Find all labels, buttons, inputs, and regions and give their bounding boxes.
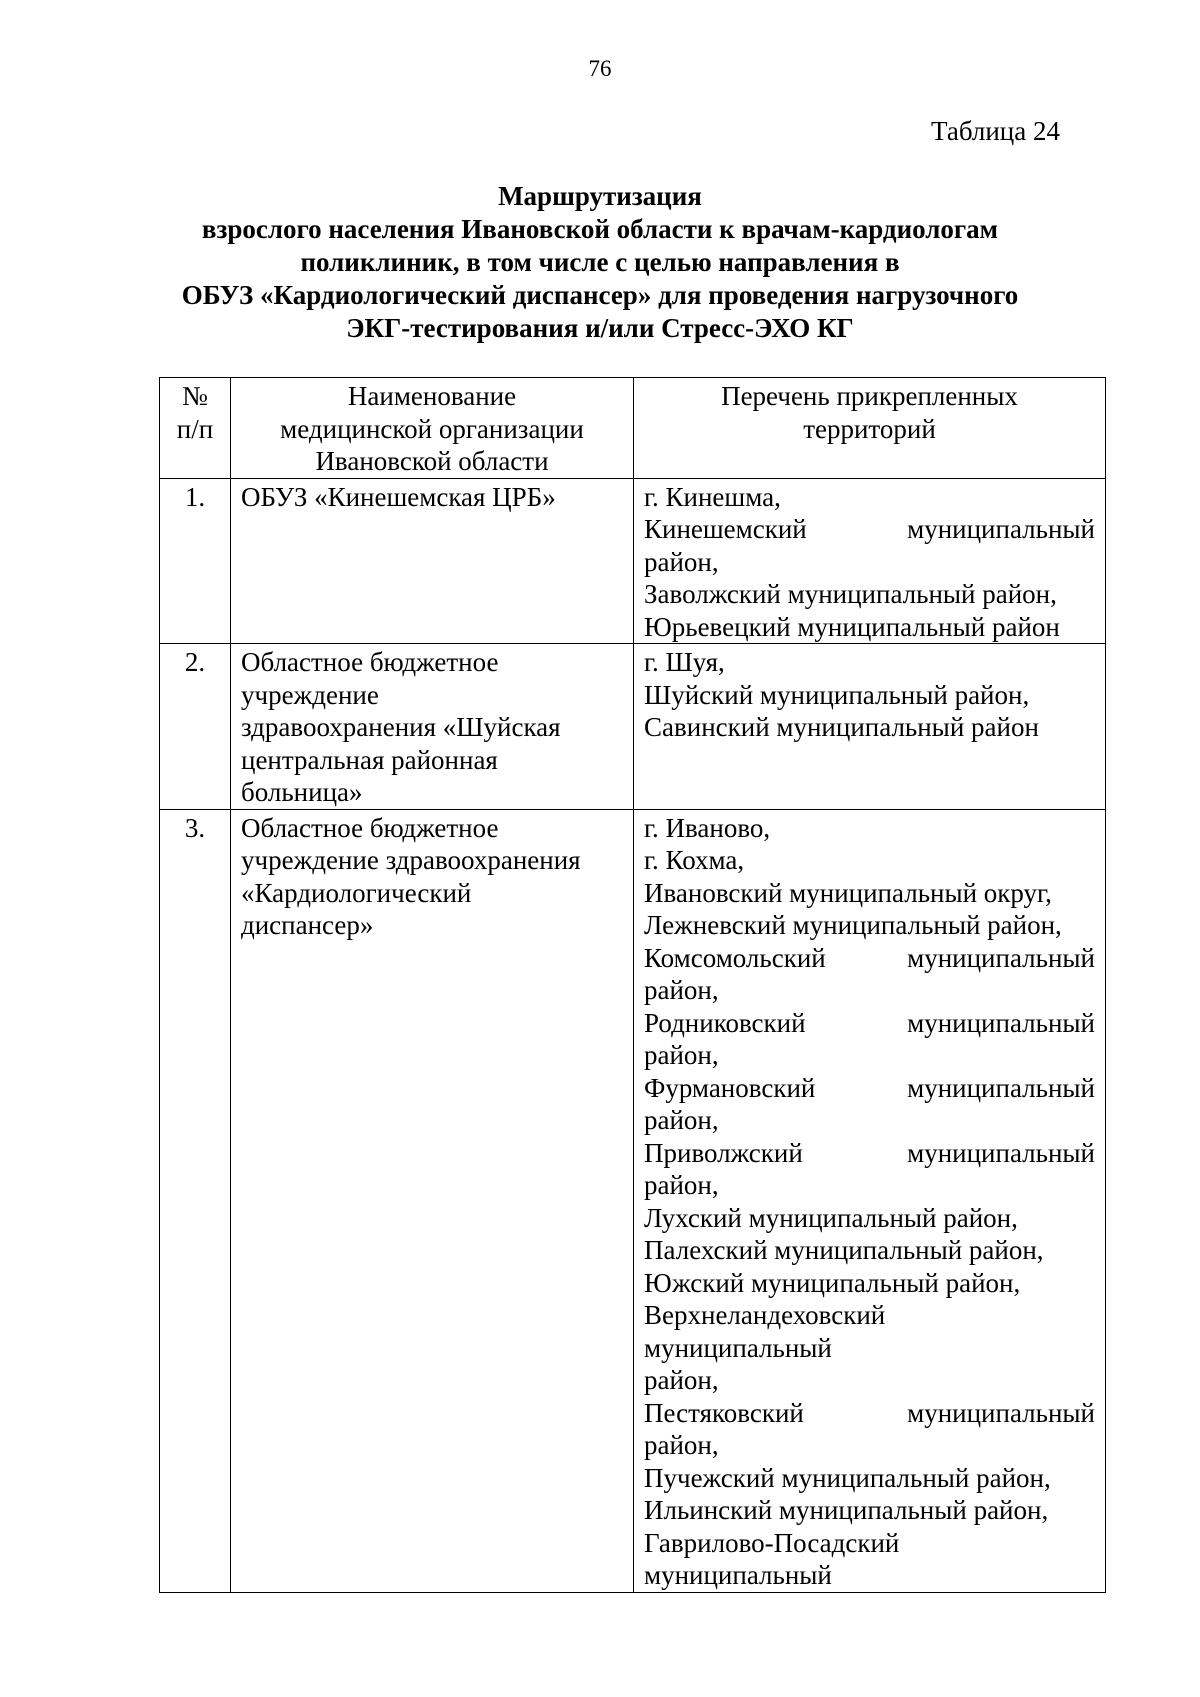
territory-line: Ильинский муниципальный район, <box>644 1495 1049 1525</box>
territory-line: Фурмановский муниципальный <box>644 1072 1095 1103</box>
header-organization <box>231 378 634 479</box>
org-line: Областное бюджетное <box>241 647 499 677</box>
territory-line: район, <box>644 546 719 577</box>
table-caption: Таблица 24 <box>931 116 1060 146</box>
header-territories <box>634 378 1106 479</box>
territory-line: район, <box>644 1170 719 1200</box>
territory-line: г. Иваново, <box>644 812 771 843</box>
territory-line: Савинский муниципальный район <box>644 712 1039 742</box>
territory-line: Южский муниципальный район, <box>644 1267 1021 1298</box>
table-row <box>160 644 1106 810</box>
territory-line: Юрьевецкий муниципальный район <box>644 611 1060 642</box>
title-line: ОБУЗ «Кардиологический диспансер» для проведения нагрузочного <box>181 280 1019 310</box>
territory-line: район, <box>644 1105 719 1135</box>
table-header-row <box>160 378 1106 479</box>
territory-line: Пестяковский муниципальный <box>644 1397 1095 1428</box>
organization-cell <box>231 644 634 810</box>
territory-line: Шуйский муниципальный район, <box>644 679 1030 710</box>
table-row <box>160 478 1106 644</box>
org-line: больница» <box>241 777 363 807</box>
territory-line: район, <box>644 1365 719 1395</box>
territories-cell <box>634 478 1106 644</box>
org-line: ОБУЗ «Кинешемская ЦРБ» <box>241 481 556 512</box>
territory-line: район, <box>644 1430 719 1460</box>
territory-line: Комсомольский муниципальный <box>644 942 1095 973</box>
organization-cell <box>231 478 634 644</box>
territory-line: район, <box>644 975 719 1005</box>
territory-line: Пучежский муниципальный район, <box>644 1462 1051 1493</box>
territory-line: Палехский муниципальный район, <box>644 1235 1044 1265</box>
territory-line: Верхнеландеховский <box>644 1300 886 1330</box>
routing-table <box>159 377 1106 1593</box>
territory-line: Родниковский муниципальный <box>644 1007 1095 1038</box>
org-line: центральная районная <box>241 744 498 775</box>
row-number: 2. <box>160 644 231 810</box>
org-line: Областное бюджетное <box>241 812 499 843</box>
territories-cell <box>634 809 1106 1592</box>
header-line: п/п <box>176 413 214 444</box>
title-line: взрослого населения Ивановской области к врачам-кардиологам <box>201 214 999 244</box>
territory-line: Гаврилово-Посадский <box>644 1527 900 1558</box>
header-line: Ивановской области <box>315 446 549 476</box>
territory-line: Приволжский муниципальный <box>644 1137 1095 1168</box>
territory-line: Кинешемский муниципальный <box>644 514 1095 544</box>
territory-line: Заволжский муниципальный район, <box>644 579 1057 609</box>
territory-line: район, <box>644 1040 719 1070</box>
org-line: «Кардиологический <box>241 877 472 908</box>
title-line: ЭКГ-тестирования и/или Стресс-ЭХО КГ <box>346 313 854 343</box>
row-number: 3. <box>160 809 231 1592</box>
header-number <box>160 378 231 479</box>
org-line: учреждение здравоохранения <box>241 845 581 875</box>
title-line: поликлиник, в том числе с целью направления в <box>300 247 900 277</box>
org-line: здравоохранения «Шуйская <box>241 712 561 742</box>
territory-line: муниципальный <box>644 1560 832 1590</box>
page-number: 76 <box>588 56 612 81</box>
header-line: Наименование <box>347 381 517 411</box>
title-line: Маршрутизация <box>498 181 702 211</box>
territory-line: г. Кинешма, <box>644 481 781 512</box>
table-row <box>160 809 1106 1592</box>
org-line: учреждение <box>241 679 379 710</box>
row-number: 1. <box>160 478 231 644</box>
header-line: № <box>182 381 208 411</box>
header-line: медицинской организации <box>280 413 584 444</box>
org-line: диспансер» <box>241 910 374 940</box>
territory-line: Лухский муниципальный район, <box>644 1202 1018 1233</box>
header-line: Перечень прикрепленных <box>721 381 1018 411</box>
territories-cell <box>634 644 1106 810</box>
territory-line: Лежневский муниципальный район, <box>644 910 1062 940</box>
organization-cell <box>231 809 634 1592</box>
document-title <box>130 180 1070 345</box>
header-line: территорий <box>803 413 936 444</box>
territory-line: Ивановский муниципальный округ, <box>644 877 1052 908</box>
territory-line: г. Шуя, <box>644 647 725 677</box>
territory-line: г. Кохма, <box>644 845 745 875</box>
territory-line: муниципальный <box>644 1332 832 1363</box>
